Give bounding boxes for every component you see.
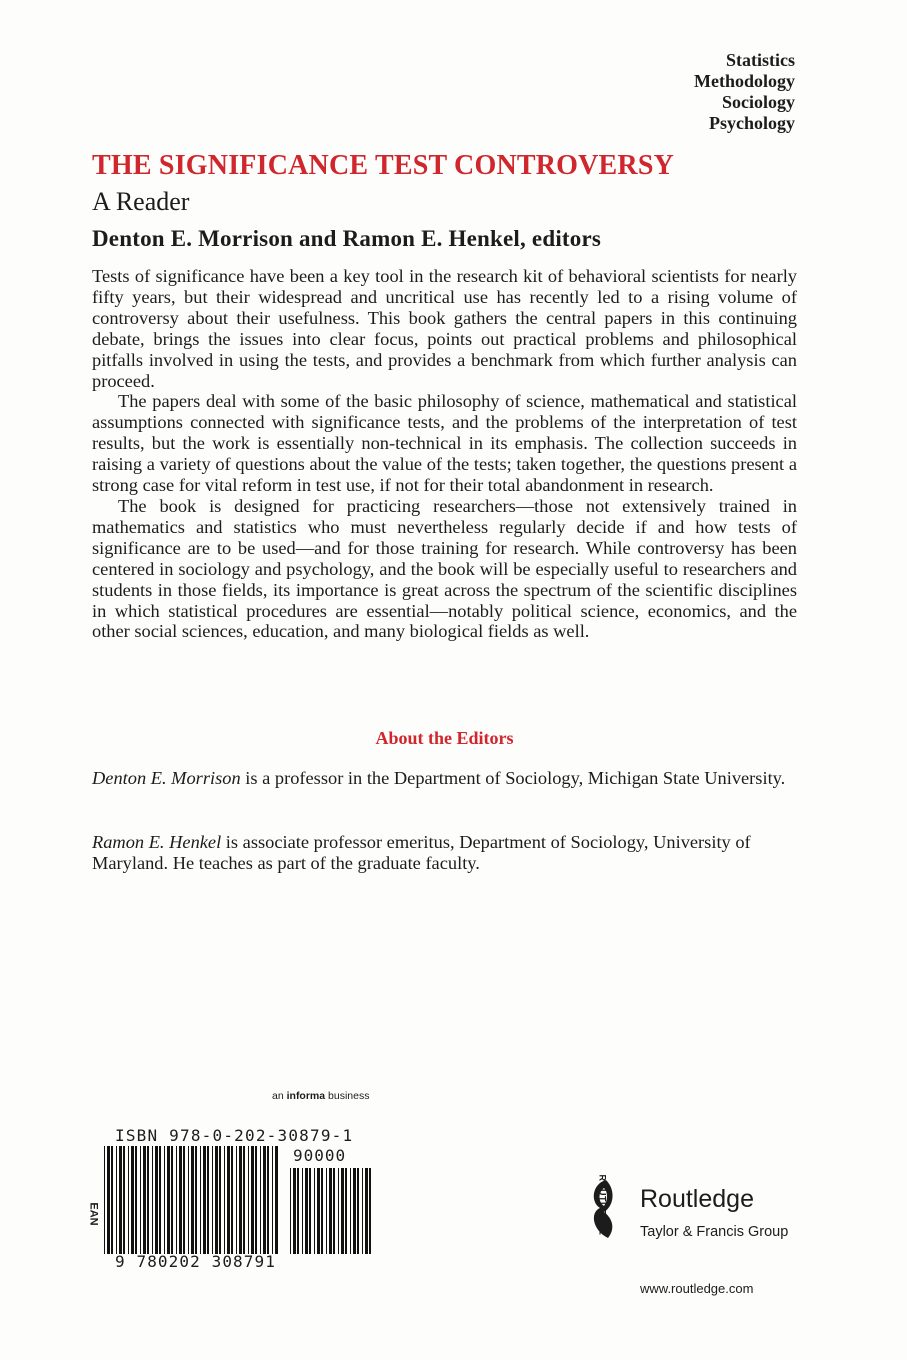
barcode-bar — [267, 1146, 269, 1254]
subject-item: Sociology — [721, 92, 795, 112]
barcode-bar — [369, 1168, 371, 1254]
barcode-bar — [215, 1146, 218, 1254]
barcode-bar — [275, 1146, 278, 1254]
barcode-bar — [362, 1168, 363, 1254]
barcode-bar — [350, 1168, 351, 1254]
description — [92, 266, 797, 642]
barcode-bar — [365, 1168, 368, 1254]
barcode-bar — [239, 1146, 242, 1254]
barcode-bar — [164, 1146, 165, 1254]
barcode-bar — [236, 1146, 237, 1254]
barcode-bar — [255, 1146, 257, 1254]
barcode-bar — [135, 1146, 137, 1254]
barcode-bar — [143, 1146, 146, 1254]
barcode-bar — [200, 1146, 201, 1254]
barcode-bar — [152, 1146, 153, 1254]
subject-item: Statistics — [726, 50, 795, 70]
ean-bars — [104, 1146, 278, 1254]
barcode-bar — [248, 1146, 249, 1254]
informa-prefix: an — [272, 1090, 287, 1102]
barcode-bar — [207, 1146, 209, 1254]
barcode-bar — [251, 1146, 254, 1254]
barcode-bar — [191, 1146, 194, 1254]
barcode-bar — [317, 1168, 320, 1254]
barcode-bar — [176, 1146, 177, 1254]
editor-name: Ramon E. Henkel — [92, 832, 222, 852]
barcode-bar — [104, 1146, 105, 1254]
barcode-bar — [321, 1168, 323, 1254]
barcode-bar — [338, 1168, 339, 1254]
barcode-bar — [119, 1146, 122, 1254]
publisher-website[interactable]: www.routledge.com — [640, 1281, 754, 1296]
editor-bio — [92, 832, 797, 874]
subject-item: Methodology — [694, 71, 795, 91]
barcode-bar — [314, 1168, 315, 1254]
description-paragraph: The book is designed for practicing researchers—those not extensively trained in mathematics and statistics who must nevertheless regularly decide if and how tests of significance are to be used—and for those training for research. While controversy has been centered in sociology and psychology, and the book will be especially useful to researchers and students in those fields, its importance is great across the spectrum of the scientific disciplines in which statistical procedures are essential—notably political science, economics, and the other social sciences, education, and many biological fields as well. — [92, 495, 797, 642]
subject-item: Psychology — [708, 113, 795, 133]
informa-brand: informa — [286, 1090, 326, 1102]
barcode-bar — [179, 1146, 182, 1254]
barcode-bar — [272, 1146, 273, 1254]
price-addon-bars — [290, 1168, 371, 1254]
barcode-bar — [227, 1146, 230, 1254]
barcode-bar — [212, 1146, 213, 1254]
barcode-bar — [263, 1146, 266, 1254]
barcode-bar — [167, 1146, 170, 1254]
barcode-bar — [290, 1168, 291, 1254]
book-subtitle: A Reader — [92, 187, 190, 216]
description-paragraph: Tests of significance have been a key tool in the research kit of behavioral scientists for nearly fifty years, but their widespread and uncritical use has recently led to a rising volume of controversy about their usefulness. This book gathers the central papers in this continuing debate, brings the issues into clear focus, points out practical problems and philosophical pitfalls involved in using the tests, and provides a benchmark from which further analysis can proceed. — [92, 266, 797, 391]
price-code: 90000 — [293, 1146, 347, 1165]
barcode-bar — [326, 1168, 327, 1254]
barcode-bar — [341, 1168, 344, 1254]
book-title: THE SIGNIFICANCE TEST CONTROVERSY — [92, 150, 675, 181]
barcode-bar — [357, 1168, 359, 1254]
barcode-bar — [147, 1146, 149, 1254]
description-paragraph: The papers deal with some of the basic philosophy of science, mathematical and statistical assumptions connected with significance tests, and the problems of the interpretation of test results, but the work is essentially non-technical in its emphasis. The collection succeeds in raising a variety of questions about the value of the tests; taken together, the questions present a strong case for vital reform in test use, if not for their total abandonment in research. — [92, 391, 797, 496]
barcode-bar — [231, 1146, 233, 1254]
barcode-bar — [293, 1168, 296, 1254]
barcode-bar — [353, 1168, 356, 1254]
publisher-name: Routledge — [640, 1185, 754, 1213]
barcode-bar — [302, 1168, 303, 1254]
barcode-bar — [131, 1146, 134, 1254]
barcode-bar — [183, 1146, 185, 1254]
editor-bio-text: is associate professor emeritus, Department of Sociology, University of Maryland. He teaches as part of the graduate faculty. — [92, 832, 751, 873]
barcode-bar — [305, 1168, 308, 1254]
informa-tagline — [272, 1090, 369, 1102]
ean-digits: 9 780202 308791 — [115, 1252, 276, 1271]
publisher-group: Taylor & Francis Group — [640, 1224, 789, 1240]
barcode-bar — [329, 1168, 332, 1254]
ean-label: EAN — [87, 1202, 100, 1226]
barcode-bar — [111, 1146, 113, 1254]
barcode-bar — [123, 1146, 125, 1254]
editor-bio-text: is a professor in the Department of Sociology, Michigan State University. — [240, 768, 786, 788]
barcode-bar — [171, 1146, 173, 1254]
barcode-bar — [219, 1146, 221, 1254]
barcode-bar — [159, 1146, 161, 1254]
barcode-bar — [243, 1146, 245, 1254]
barcode-bar — [260, 1146, 261, 1254]
subject-categories — [694, 50, 795, 134]
barcode-bar — [224, 1146, 225, 1254]
logo-vertical-text: ROUTLEDGE — [597, 1174, 608, 1236]
barcode-bar — [309, 1168, 311, 1254]
barcode-bar — [195, 1146, 197, 1254]
isbn-number: ISBN 978-0-202-30879-1 — [115, 1126, 354, 1145]
barcode-bar — [155, 1146, 158, 1254]
barcode-bar — [345, 1168, 347, 1254]
barcode-bar — [297, 1168, 299, 1254]
barcode-bar — [107, 1146, 110, 1254]
barcode-bar — [140, 1146, 141, 1254]
book-editors: Denton E. Morrison and Ramon E. Henkel, editors — [92, 226, 602, 251]
editor-name: Denton E. Morrison — [92, 768, 241, 788]
about-editors-heading: About the Editors — [375, 728, 514, 748]
barcode-bar — [333, 1168, 335, 1254]
informa-suffix: business — [325, 1090, 370, 1102]
barcode-bar — [128, 1146, 129, 1254]
barcode-bar — [203, 1146, 206, 1254]
barcode-bar — [116, 1146, 117, 1254]
barcode-bar — [188, 1146, 189, 1254]
editor-bio — [92, 768, 797, 789]
